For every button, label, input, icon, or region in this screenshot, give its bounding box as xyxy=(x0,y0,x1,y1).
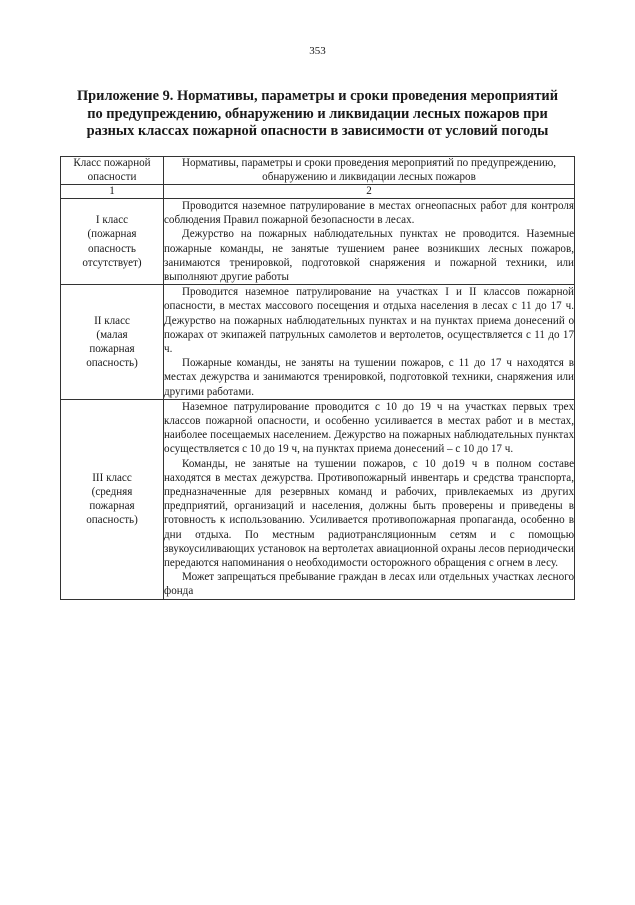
norms-paragraph: Проводится наземное патрулирование в местах огнеопасных работ для контроля соблюдения Правил пожарной безопасности в лесах. xyxy=(164,200,574,227)
title-line: Приложение 9. Нормативы, параметры и сроки проведения мероприятий xyxy=(76,88,558,104)
page-number: 353 xyxy=(309,45,326,57)
table-row xyxy=(61,199,575,285)
column-number: 2 xyxy=(164,185,575,199)
class-cell xyxy=(61,399,164,599)
class-label: II класс xyxy=(94,314,130,327)
header-fire-danger-class: Класс пожарной опасности xyxy=(61,157,164,185)
class-description: пожарная xyxy=(89,500,135,513)
class-label: III класс xyxy=(92,471,132,484)
column-number: 1 xyxy=(61,185,164,199)
fire-danger-norms-table xyxy=(60,156,575,600)
norms-cell xyxy=(164,285,575,400)
class-description: опасность) xyxy=(86,514,138,527)
class-description: отсутствует) xyxy=(82,256,142,269)
norms-cell xyxy=(164,199,575,285)
column-number-row xyxy=(61,185,575,199)
norms-paragraph: Проводится наземное патрулирование на участках I и II классов пожарной опасности, в местах массового посещения и отдыха населения в лесах с 11 до 17 ч. Дежурство на пожарных наблюдательных пунктах и на пунктах приема донесений о пожарах от экипажей патрульных самолетов и вертолетов, осуществляется с 11 до 17 ч. xyxy=(164,286,574,356)
class-description: опасность xyxy=(88,242,136,255)
class-cell xyxy=(61,285,164,400)
header-norms: Нормативы, параметры и сроки проведения мероприятий по предупреждению, обнаружению и ликвидации лесных пожаров xyxy=(164,157,575,185)
class-description: (пожарная xyxy=(87,228,137,241)
norms-paragraph: Наземное патрулирование проводится с 10 до 19 ч на участках первых трех классов пожарной опасности, и особенно усиливается в местах работ и в местах, наиболее посещаемых населением. Дежурство на пожарных наблюдательных пунктах осуществляется с 10 до 19 ч, на пунктах приема донесений – с 10 до 17 ч. xyxy=(164,400,574,456)
norms-paragraph: Дежурство на пожарных наблюдательных пунктах не проводится. Наземные пожарные команды, не занятые тушением ранее возникших лесных пожаров, занимаются тренировкой, подготовкой снаряжения и пожарной техники, или выполняют другие работы xyxy=(164,228,574,284)
norms-paragraph: Может запрещаться пребывание граждан в лесах или отдельных участках лесного фонда xyxy=(164,571,574,598)
norms-paragraph: Пожарные команды, не заняты на тушении пожаров, с 11 до 17 ч находятся в местах дежурства и занимаются тренировкой, подготовкой техники, снаряжения или другими работами. xyxy=(164,357,574,398)
class-description: (малая xyxy=(96,328,128,341)
norms-cell xyxy=(164,399,575,599)
table-row xyxy=(61,399,575,599)
class-label: I класс xyxy=(95,214,129,227)
title-line: по предупреждению, обнаружению и ликвидации лесных пожаров при xyxy=(87,105,548,122)
table-header-row xyxy=(61,157,575,185)
class-description: опасность) xyxy=(86,357,138,370)
class-description: (средняя xyxy=(91,486,133,499)
class-cell xyxy=(61,199,164,285)
document-title xyxy=(60,88,575,141)
table-row xyxy=(61,285,575,400)
title-line: разных классах пожарной опасности в зависимости от условий погоды xyxy=(86,123,549,139)
class-description: пожарная xyxy=(89,343,135,356)
norms-paragraph: Команды, не занятые на тушении пожаров, с 10 до19 ч в полном составе находятся в местах дежурства. Противопожарный инвентарь и средства транспорта, предназначенные для резервных команд и рабочих, привлекаемых из других предприятий, организаций и населения, должны быть проверены и приведены в готовность к использованию. Усиливается противопожарная пропаганда, особенно в дни отдыха. По местным радиотрансляционным сетям и с помощью звукоусиливающих установок на вертолетах авиационной охраны лесов периодически передаются напоминания о необходимости осторожного обращения с огнем в лесу. xyxy=(164,457,574,570)
